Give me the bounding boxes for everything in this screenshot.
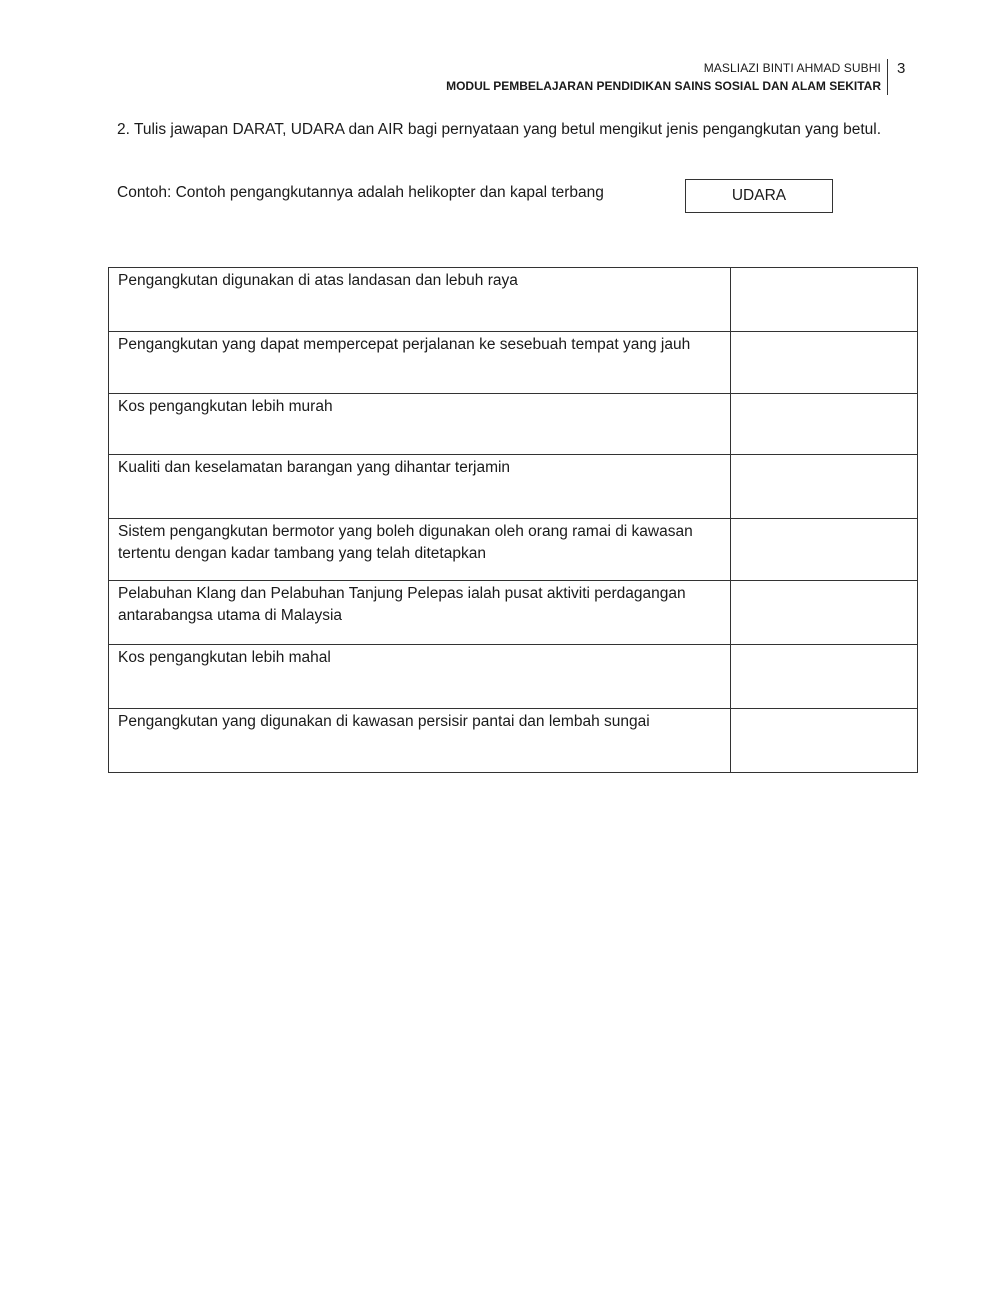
answer-cell[interactable] — [731, 519, 918, 581]
answer-cell[interactable] — [731, 581, 918, 645]
answer-cell[interactable] — [731, 645, 918, 709]
table-row — [109, 455, 918, 519]
answer-cell[interactable] — [731, 394, 918, 455]
answer-cell[interactable] — [731, 332, 918, 394]
page-number: 3 — [897, 60, 906, 77]
example-statement: Contoh: Contoh pengangkutannya adalah helikopter dan kapal terbang — [117, 184, 604, 201]
answer-cell[interactable] — [731, 268, 918, 332]
answer-cell[interactable] — [731, 455, 918, 519]
question-instruction: 2. Tulis jawapan DARAT, UDARA dan AIR bagi pernyataan yang betul mengikut jenis pengangkutan yang betul. — [117, 121, 881, 138]
statement-cell: Pengangkutan yang digunakan di kawasan persisir pantai dan lembah sungai — [109, 709, 731, 773]
table-row — [109, 332, 918, 394]
header-author: MASLIAZI BINTI AHMAD SUBHI — [703, 61, 881, 75]
example-answer-box: UDARA — [685, 179, 833, 213]
statement-cell: Pengangkutan yang dapat mempercepat perjalanan ke sesebuah tempat yang jauh — [109, 332, 731, 394]
table-row — [109, 709, 918, 773]
statement-cell: Sistem pengangkutan bermotor yang boleh digunakan oleh orang ramai di kawasan tertentu dengan kadar tambang yang telah ditetapkan — [109, 519, 731, 581]
statement-cell: Pelabuhan Klang dan Pelabuhan Tanjung Pelepas ialah pusat aktiviti perdagangan antarabangsa utama di Malaysia — [109, 581, 731, 645]
statement-cell: Kos pengangkutan lebih murah — [109, 394, 731, 455]
table-row — [109, 394, 918, 455]
statement-cell: Kualiti dan keselamatan barangan yang dihantar terjamin — [109, 455, 731, 519]
table-row — [109, 519, 918, 581]
answer-cell[interactable] — [731, 709, 918, 773]
table-row — [109, 268, 918, 332]
answer-table — [108, 267, 918, 773]
table-row — [109, 581, 918, 645]
statement-cell: Pengangkutan digunakan di atas landasan dan lebuh raya — [109, 268, 731, 332]
statement-cell: Kos pengangkutan lebih mahal — [109, 645, 731, 709]
header-divider — [887, 59, 888, 95]
table-row — [109, 645, 918, 709]
header-module-title: MODUL PEMBELAJARAN PENDIDIKAN SAINS SOSIAL DAN ALAM SEKITAR — [446, 79, 881, 93]
